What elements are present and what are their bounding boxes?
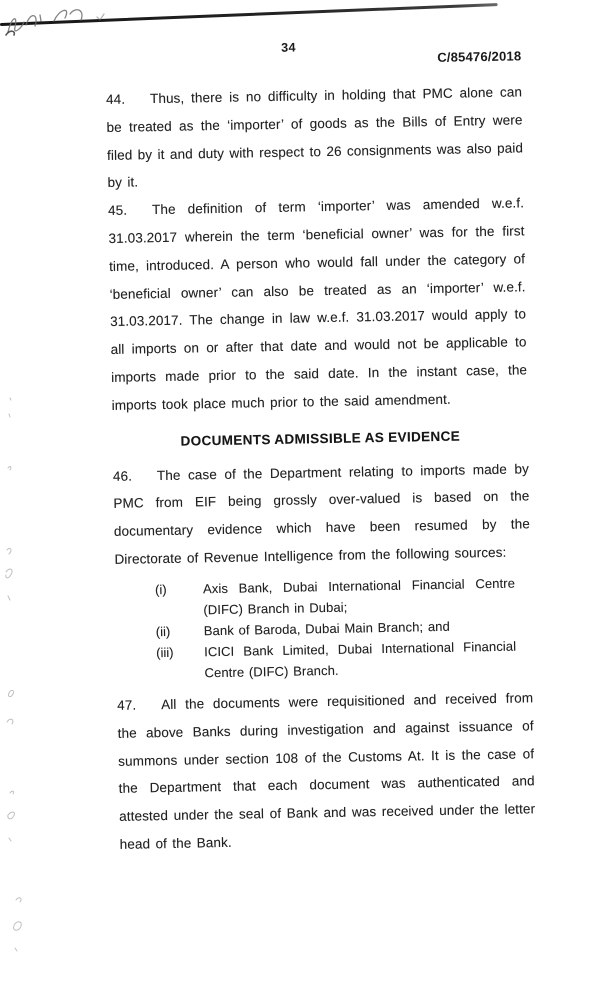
paragraph-47-text: All the documents were requisitioned and received from the above Banks during investigation and against issuance of summons under section 108 of the Customs At. It is the case of the Department that each document was authenticated and attested under the seal of Bank and was received under the letter head of the Bank. xyxy=(117,690,536,852)
case-reference: C/85476/2018 xyxy=(437,48,522,65)
paragraph-44 xyxy=(106,78,524,197)
list-item-text: Bank of Baroda, Dubai Main Branch; and xyxy=(203,618,451,639)
list-item-text: ICICI Bank Limited, Dubai International Financial Centre (DIFC) Branch. xyxy=(204,638,517,681)
paragraph-46-number: 46. xyxy=(112,468,133,484)
list-marker: (ii) xyxy=(155,623,171,640)
paragraph-46-text: The case of the Department relating to imports made by PMC from EIF being grossly over-valued is based on the documentary evidence which have been resumed by the Directorate of Revenue Intelligence from the following sources: xyxy=(113,460,531,567)
typed-content xyxy=(105,34,536,858)
sources-list xyxy=(115,572,533,685)
paragraph-45-text: The definition of term ‘importer’ was amended w.e.f. 31.03.2017 wherein the term ‘beneficial owner’ was for the first time, introduced. A person who would fall under the category of ‘beneficial owner’ can also be treated as an ‘importer’ w.e.f. 31.03.2017. The change in law w.e.f. 31.03.2017 would apply to all imports on or after that date and would not be applicable to imports made prior to the said date. In the instant case, the imports took place much prior to the said amendment. xyxy=(108,195,528,413)
paragraph-45 xyxy=(108,190,528,420)
list-item xyxy=(155,572,532,621)
paragraph-46 xyxy=(113,455,531,574)
paragraph-44-number: 44. xyxy=(105,91,126,107)
page-header xyxy=(105,34,522,86)
section-heading: DOCUMENTS ADMISSIBLE AS EVIDENCE xyxy=(180,428,461,449)
list-marker: (iii) xyxy=(156,644,174,661)
list-item-text: Axis Bank, Dubai International Financial Centre (DIFC) Branch in Dubai; xyxy=(202,575,516,618)
list-item xyxy=(156,635,533,684)
margin-scan-marks xyxy=(0,0,40,988)
list-marker: (i) xyxy=(154,581,167,597)
paragraph-44-text: Thus, there is no difficulty in holding that PMC alone can be treated as the ‘importer’ of goods as the Bills of Entry were filed by it and duty with respect to 26 consignments was also paid by it. xyxy=(106,84,524,191)
paragraph-47-number: 47. xyxy=(117,697,137,713)
paragraph-45-number: 45. xyxy=(107,202,128,219)
page-number: 34 xyxy=(281,40,297,55)
paragraph-47 xyxy=(117,684,536,858)
pen-scribble xyxy=(2,2,152,44)
